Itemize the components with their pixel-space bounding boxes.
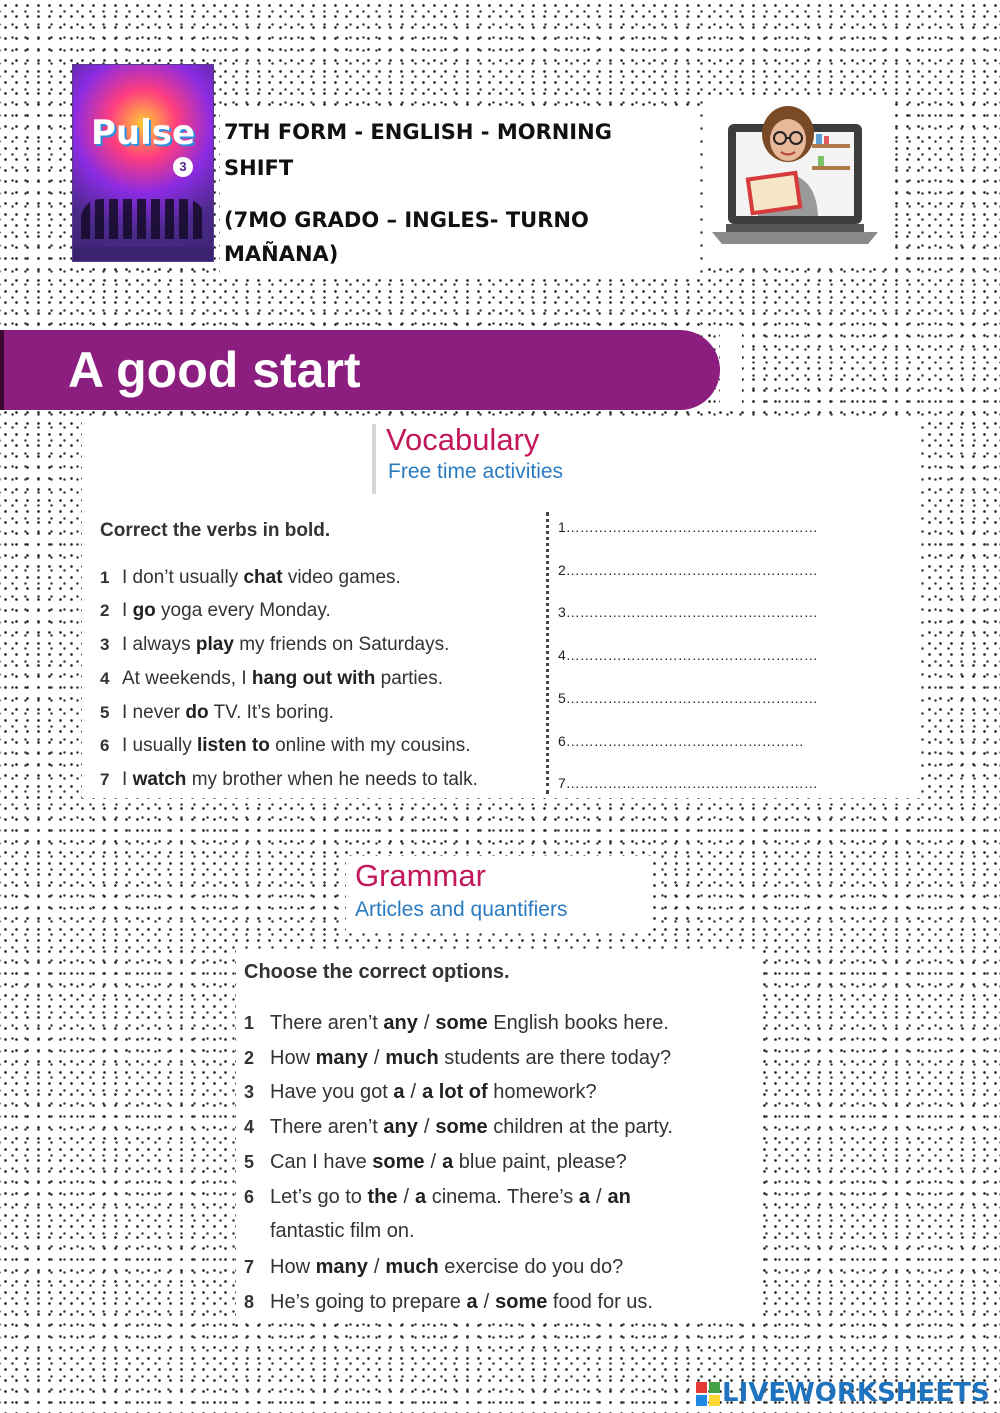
item-number: 6 [100, 736, 110, 755]
item-text: video games. [282, 567, 401, 588]
item-text: my friends on Saturdays. [233, 634, 450, 655]
item-number: 8 [244, 1292, 255, 1312]
item-text: children at the party. [487, 1116, 673, 1138]
grammar-item [244, 1010, 669, 1036]
option-separator: / [373, 1047, 380, 1069]
option-b[interactable]: a lot of [422, 1081, 488, 1103]
item-text: How [270, 1047, 316, 1069]
vocabulary-title: Vocabulary [386, 422, 540, 457]
book-cover-level-badge: 3 [173, 157, 193, 177]
item-text: parties. [375, 668, 443, 689]
item-number: 7 [244, 1257, 255, 1277]
bold-verb: chat [243, 567, 283, 588]
item-number: 7 [100, 770, 110, 789]
banner-title: A good start [68, 342, 361, 398]
grammar-item [244, 1149, 627, 1175]
answer-field-2[interactable]: 2……………………………………………… [558, 562, 818, 578]
option-a[interactable]: some [372, 1151, 425, 1173]
grammar-item [244, 1184, 631, 1210]
item-text: cinema. There’s [426, 1186, 579, 1208]
book-cover-image [72, 64, 214, 262]
answer-field-7[interactable]: 7……………………………………………… [558, 775, 818, 791]
header-title-box [220, 112, 700, 274]
item-number: 5 [100, 703, 110, 722]
grammar-title: Grammar [355, 858, 486, 893]
item-text: I usually [122, 735, 197, 756]
grammar-item [244, 1079, 597, 1105]
item-text: online with my cousins. [269, 735, 471, 756]
vocabulary-item [100, 566, 401, 590]
vocabulary-instruction: Correct the verbs in bold. [100, 520, 331, 541]
answer-field-3[interactable]: 3……………………………………………… [558, 604, 818, 620]
option-b[interactable]: much [385, 1256, 439, 1278]
item-text: There aren’t [270, 1012, 384, 1034]
bold-verb: play [195, 634, 234, 655]
item-text: I don’t usually [122, 567, 244, 588]
option-b[interactable]: some [495, 1291, 548, 1313]
option-a[interactable]: many [315, 1047, 368, 1069]
vocabulary-heading-divider [372, 424, 376, 494]
grammar-subtitle: Articles and quantifiers [355, 898, 568, 921]
bold-verb: do [185, 702, 209, 723]
bold-verb: go [132, 600, 156, 621]
teacher-avatar-laptop-icon [708, 96, 888, 262]
item-number: 6 [244, 1187, 255, 1207]
option-b[interactable]: a [415, 1186, 427, 1208]
item-text: exercise do you do? [438, 1256, 624, 1278]
brand-name: LIVEWORKSHEETS [722, 1378, 990, 1408]
banner-gap [720, 330, 742, 410]
item-text: blue paint, please? [453, 1151, 627, 1173]
item-text: students are there today? [438, 1047, 672, 1069]
item-text: He’s going to prepare [270, 1291, 467, 1313]
option-a[interactable]: a [466, 1291, 478, 1313]
header-line-3: (7MO GRADO – INGLES- TURNO [224, 208, 589, 232]
item-text: Can I have [270, 1151, 373, 1173]
header-line-4: MAÑANA) [224, 242, 339, 266]
option-a[interactable]: any [383, 1116, 418, 1138]
bold-verb: hang out with [251, 668, 376, 689]
item-text: There aren’t [270, 1116, 384, 1138]
vocabulary-item [100, 633, 449, 657]
answer-field-6[interactable]: 6…………………………………………… [558, 733, 804, 749]
item-text: I never [122, 702, 186, 723]
section-banner [0, 330, 720, 410]
item-text: Let’s go to [270, 1186, 368, 1208]
item-number: 5 [244, 1152, 255, 1172]
answer-column-divider [546, 512, 549, 794]
item-text: I always [122, 634, 196, 655]
item-number: 4 [100, 669, 110, 688]
option-separator: / [423, 1012, 430, 1034]
item-number: 3 [244, 1082, 255, 1102]
vocabulary-item [100, 734, 470, 758]
item-number: 4 [244, 1117, 255, 1137]
grammar-instruction: Choose the correct options. [244, 961, 510, 983]
item-number: 1 [100, 568, 110, 587]
item-text: At weekends, I [122, 668, 252, 689]
item-text: I [122, 769, 133, 790]
item-text: English books here. [487, 1012, 669, 1034]
option-a[interactable]: the [367, 1186, 398, 1208]
vocabulary-subtitle: Free time activities [388, 460, 564, 483]
item-text: food for us. [547, 1291, 653, 1313]
option-b[interactable]: a [442, 1151, 454, 1173]
item-text: I [122, 600, 133, 621]
option-separator: / [423, 1116, 430, 1138]
vocabulary-item [100, 701, 334, 725]
header-line-2: SHIFT [224, 156, 294, 180]
item-text: yoga every Monday. [155, 600, 331, 621]
item-number: 3 [100, 635, 110, 654]
book-cover-title: Pulse [91, 113, 196, 153]
option-b[interactable]: some [435, 1116, 488, 1138]
item-text: my brother when he needs to talk. [186, 769, 478, 790]
grammar-item [244, 1045, 671, 1071]
answer-field-4[interactable]: 4……………………………………………… [558, 647, 818, 663]
grammar-item-continuation: fantastic film on. [270, 1220, 415, 1242]
option-d[interactable]: an [607, 1186, 631, 1208]
option-separator: / [430, 1151, 437, 1173]
answer-field-1[interactable]: 1……………………………………………… [558, 519, 818, 535]
vocabulary-item [100, 768, 478, 792]
option-b[interactable]: much [385, 1047, 439, 1069]
option-separator: / [373, 1256, 380, 1278]
item-text: homework? [487, 1081, 597, 1103]
vocabulary-item [100, 599, 331, 623]
header-line-1: 7TH FORM - ENGLISH - MORNING [224, 120, 612, 144]
grammar-item [244, 1289, 653, 1315]
bold-verb: listen to [196, 735, 270, 756]
option-a[interactable]: a [393, 1081, 405, 1103]
option-separator: / [595, 1186, 602, 1208]
book-cover-silhouettes [81, 199, 205, 239]
liveworksheets-logo-icon [696, 1382, 720, 1406]
option-separator: / [483, 1291, 490, 1313]
option-a[interactable]: many [315, 1256, 368, 1278]
option-separator: / [410, 1081, 417, 1103]
item-number: 1 [244, 1013, 255, 1033]
item-number: 2 [244, 1048, 255, 1068]
bold-verb: watch [132, 769, 187, 790]
book-cover-footer-strip [73, 247, 213, 261]
item-number: 2 [100, 601, 110, 620]
item-text: TV. It’s boring. [208, 702, 334, 723]
vocabulary-item [100, 667, 443, 691]
option-separator: / [403, 1186, 410, 1208]
option-b[interactable]: some [435, 1012, 488, 1034]
item-text: How [270, 1256, 316, 1278]
option-c[interactable]: a [578, 1186, 590, 1208]
grammar-item [244, 1254, 623, 1280]
item-text: Have you got [270, 1081, 394, 1103]
answer-field-5[interactable]: 5……………………………………………… [558, 690, 818, 706]
grammar-item [244, 1114, 673, 1140]
option-a[interactable]: any [383, 1012, 418, 1034]
